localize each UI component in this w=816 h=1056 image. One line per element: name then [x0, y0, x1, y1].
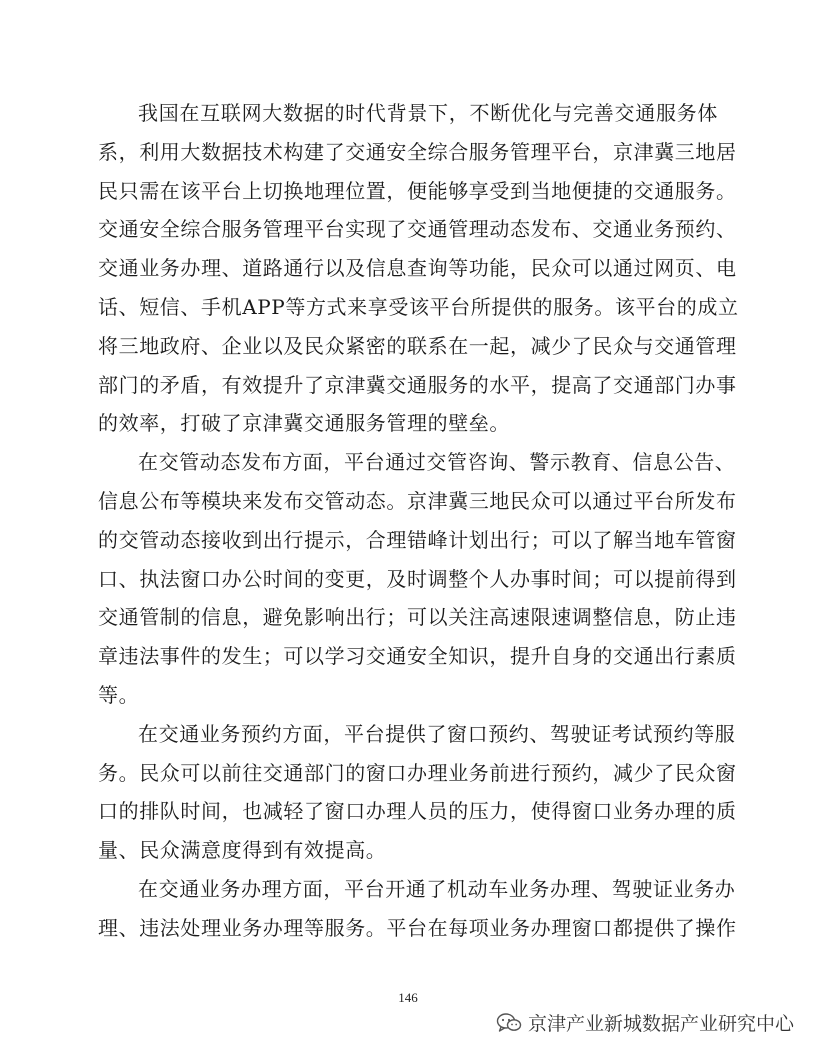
- text-line: 的效率，打破了京津冀交通服务管理的壁垒。: [98, 411, 510, 436]
- text-line: 在交通业务办理方面，平台开通了机动车业务办理、驾驶证业务办: [138, 876, 736, 901]
- text-line: 部门的矛盾，有效提升了京津冀交通服务的水平，提高了交通部门办事: [98, 372, 737, 397]
- text-line: 交通管制的信息，避免影响出行；可以关注高速限速调整信息，防止违: [98, 605, 737, 630]
- text-line: 话、短信、手机APP等方式来享受该平台所提供的服务。该平台的成立: [98, 294, 739, 319]
- text-line: 民只需在该平台上切换地理位置，便能够享受到当地便捷的交通服务。: [98, 178, 737, 203]
- paragraph-4: [98, 870, 737, 948]
- text-line: 系，利用大数据技术构建了交通安全综合服务管理平台，京津冀三地居: [98, 139, 737, 164]
- text-line: 的交管动态接收到出行提示，合理错峰计划出行；可以了解当地车管窗: [98, 527, 737, 552]
- text-line: 将三地政府、企业以及民众紧密的联系在一起，减少了民众与交通管理: [98, 333, 737, 358]
- text-line: 口的排队时间，也减轻了窗口办理人员的压力，使得窗口业务办理的质: [98, 799, 737, 824]
- page-number: 146: [398, 990, 418, 1005]
- text-line: 交通安全综合服务管理平台实现了交通管理动态发布、交通业务预约、: [98, 217, 737, 242]
- text-line: 理、违法处理业务办理等服务。平台在每项业务办理窗口都提供了操作: [98, 915, 737, 940]
- text-line: 信息公布等模块来发布交管动态。京津冀三地民众可以通过平台所发布: [98, 488, 737, 513]
- text-line: 章违法事件的发生；可以学习交通安全知识，提升自身的交通出行素质: [98, 644, 737, 669]
- text-line: 务。民众可以前往交通部门的窗口办理业务前进行预约，减少了民众窗: [98, 760, 737, 785]
- body-text: [98, 94, 739, 948]
- footer-brand-text: 京津产业新城数据产业研究中心: [527, 1013, 794, 1035]
- text-line: 在交通业务预约方面，平台提供了窗口预约、驾驶证考试预约等服: [138, 721, 736, 746]
- text-line: 口、执法窗口办公时间的变更，及时调整个人办事时间；可以提前得到: [98, 566, 737, 591]
- text-line: 量、民众满意度得到有效提高。: [98, 838, 387, 863]
- footer-brand: [496, 1009, 794, 1036]
- text-line: 交通业务办理、道路通行以及信息查询等功能，民众可以通过网页、电: [98, 256, 737, 281]
- text-line: 在交管动态发布方面，平台通过交管咨询、警示教育、信息公告、: [138, 450, 736, 475]
- text-line: 我国在互联网大数据的时代背景下，不断优化与完善交通服务体: [138, 101, 718, 125]
- paragraph-3: [98, 715, 737, 870]
- paragraph-2: [98, 443, 737, 715]
- paragraph-1: [98, 94, 739, 443]
- wechat-icon: [496, 1012, 522, 1034]
- text-line: 等。: [98, 682, 140, 707]
